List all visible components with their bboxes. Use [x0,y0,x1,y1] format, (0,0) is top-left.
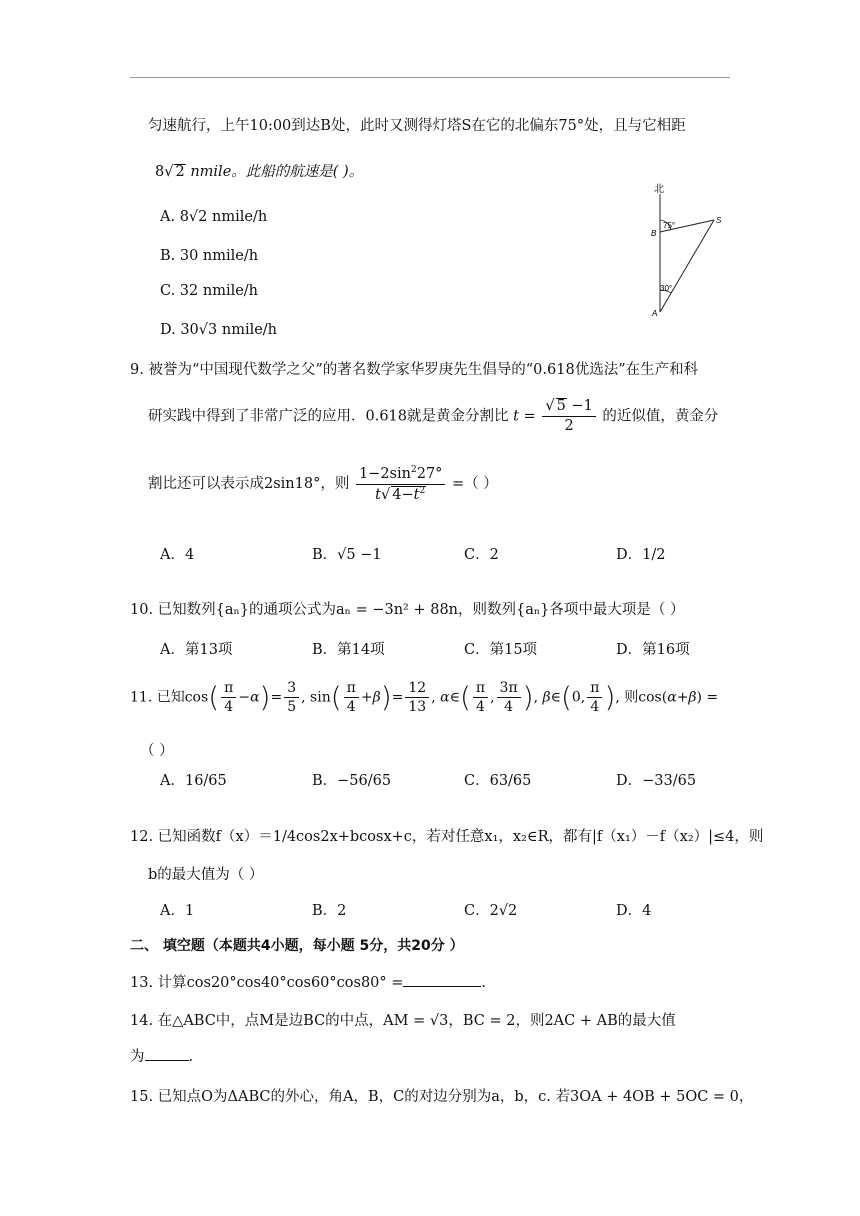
fig-label-s: S [716,216,722,225]
q8-line2: 8√ 2 nmile。此船的航速是( )。 [155,164,364,180]
q12-line2: b的最大值为（ ） [148,867,264,883]
q9-option-a: A．4 [160,547,195,563]
q10-option-a: A．第13项 [160,642,233,658]
q13-blank [403,974,481,987]
q10-option-b: B．第14项 [312,642,385,658]
header-rule [130,77,730,78]
q9-line3: 割比还可以表示成2sin18°，则 $\frac{1-2\sin^227^\circ}{t√ 4-t^2}$ =（ ） [148,465,498,503]
fig-angle-b: 75° [663,221,676,230]
q9-line1: 9. 被誉为“中国现代数学之父”的著名数学家华罗庚先生倡导的“0.618优选法”在生产和科 [130,362,699,378]
q9-option-b: B．√5 −1 [312,547,382,563]
q14-line1: 14. 在△ABC中，点M是边BC的中点，AM = √3，BC = 2，则2AC + AB的最大值 [130,1013,676,1029]
fig-label-a: A [652,309,658,318]
q14-line2: 为 . [130,1049,194,1065]
q12-option-b: B．2 [312,903,347,919]
q8-option-c: C. 32 nmile/h [160,283,259,299]
q12-option-c: C．2√2 [464,903,518,919]
fig-label-b: B [651,229,657,238]
q10-line1: 10. 已知数列{aₙ}的通项公式为aₙ = −3n² + 88n，则数列{aₙ}各项中最大项是（ ） [130,602,685,618]
q11-option-c: C．63/65 [464,773,532,789]
q8-option-a: A. 8√2 nmile/h [160,209,268,225]
q9-line2: 研实践中得到了非常广泛的应用．0.618就是黄金分割比 t = $\frac{√ 5 -1}{2}$ 的近似值，黄金分 [148,398,719,434]
fig-angle-a: 30° [660,284,673,293]
q11-option-b: B．−56/65 [312,773,392,789]
section-2-heading: 二、 填空题（本题共4小题，每小题 5分，共20分 ） [130,938,464,954]
q12-option-d: D．4 [616,903,652,919]
q10-option-c: C．第15项 [464,642,538,658]
q11-option-a: A．16/65 [160,773,227,789]
fig-north-label: 北 [654,184,664,195]
q11-option-d: D．−33/65 [616,773,697,789]
q8-option-b: B. 30 nmile/h [160,248,259,264]
q14-blank [145,1048,189,1061]
q13-line: 13. 计算cos20°cos40°cos60°cos80° = . [130,975,487,991]
q15-line1: 15. 已知点O为ΔABC的外心，角A，B，C的对边分别为a，b，c. 若3OA + 4OB + 5OC = 0， [130,1089,754,1105]
q9-option-c: C．2 [464,547,499,563]
q12-line1: 12. 已知函数f（x）＝1/4cos2x+bcosx+c，若对任意x₁，x₂∈R，都有|f（x₁）－f（x₂）|≤4，则 [130,829,764,845]
q8-option-d: D. 30√3 nmile/h [160,322,278,338]
q10-option-d: D．第16项 [616,642,690,658]
q9-option-d: D．1/2 [616,547,666,563]
q11-line1: 11. 已知cos( $\frac{\pi}{4}$ −α)= $\frac{3}{5}$ , sin( $\frac{\pi}{4}$ +β)= $\frac{12}{13}$ , α∈( $\frac{\pi}{4}$ , $\frac{3\pi}{4}$ ), β∈(0, $\frac{\pi}{4}$ ), 则cos(α+β) = [130,680,719,716]
q11-answer-paren: （ ） [140,743,174,759]
q8-line1: 匀速航行，上午10:00到达B处，此时又测得灯塔S在它的北偏东75°处，且与它相距 [148,118,686,134]
q12-option-a: A．1 [160,903,195,919]
q8-figure [640,180,730,320]
